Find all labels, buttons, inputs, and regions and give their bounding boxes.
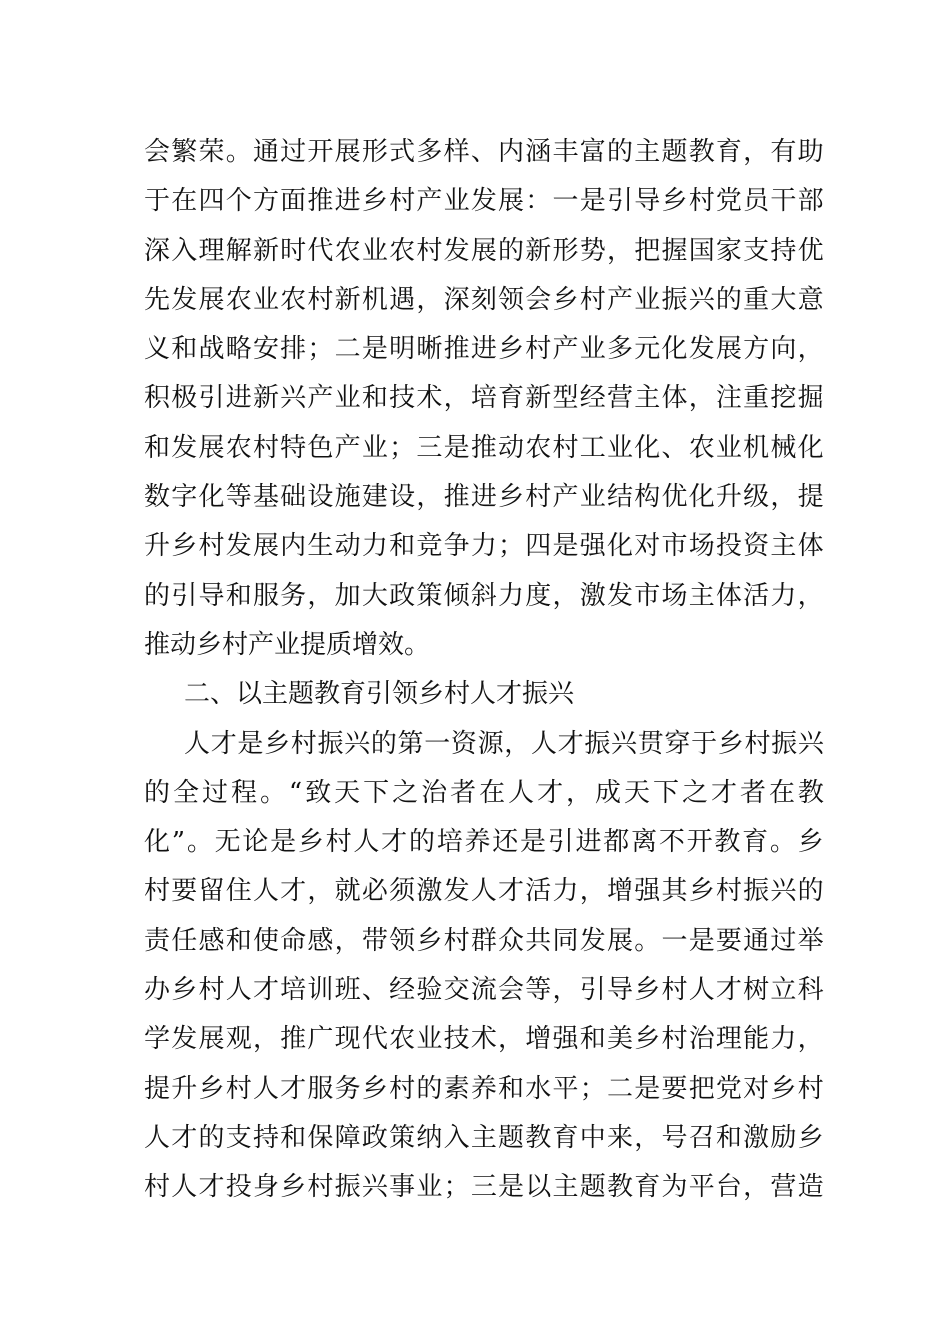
text-line: 村 要 留 住 人 才 ， 就 必 须 激 发 人 才 活 力 ， 增 强 其 乡 村 振 兴 的 <box>144 876 824 907</box>
text-line: 于 在 四 个 方 面 推 进 乡 村 产 业 发 展 ： 一 是 引 导 乡 村 党 员 干 部 <box>144 186 824 217</box>
text-line: 的 引 导 和 服 务 ， 加 大 政 策 倾 斜 力 度 ， 激 发 市 场 主 体 活 力 ， <box>144 580 824 611</box>
text-line: 数 字 化 等 基 础 设 施 建 设 ， 推 进 乡 村 产 业 结 构 优 化 升 级 ， 提 <box>144 482 824 513</box>
text-line: 深 入 理 解 新 时 代 农 业 农 村 发 展 的 新 形 势 ， 把 握 国 家 支 持 优 <box>144 235 824 266</box>
text-line: 先 发 展 农 业 农 村 新 机 遇 ， 深 刻 领 会 乡 村 产 业 振 兴 的 重 大 意 <box>144 284 824 315</box>
text-line: 的 全 过 程 。 “ 致 天 下 之 治 者 在 人 才 ， 成 天 下 之 才 者 在 教 <box>144 777 824 808</box>
text-line: 义 和 战 略 安 排 ； 二 是 明 晰 推 进 乡 村 产 业 多 元 化 发 展 方 向 ， <box>144 334 824 365</box>
text-line: 责 任 感 和 使 命 感 ， 带 领 乡 村 群 众 共 同 发 展 。 一 是 要 通 过 举 <box>144 925 824 956</box>
text-line: 会 繁 荣 。 通 过 开 展 形 式 多 样 、 内 涵 丰 富 的 主 题 教 育 ， 有 助 <box>144 137 824 167</box>
body-text <box>144 128 824 1213</box>
text-line: 推动乡村产业提质增效。 <box>144 629 431 660</box>
text-line: 办 乡 村 人 才 培 训 班 、 经 验 交 流 会 等 ， 引 导 乡 村 人 才 树 立 科 <box>144 975 824 1006</box>
text-line: 和 发 展 农 村 特 色 产 业 ； 三 是 推 动 农 村 工 业 化 、 农 业 机 械 化 <box>144 432 824 463</box>
text-line: 村 人 才 投 身 乡 村 振 兴 事 业 ； 三 是 以 主 题 教 育 为 平 台 ， 营 造 <box>144 1172 824 1203</box>
text-line: 积 极 引 进 新 兴 产 业 和 技 术 ， 培 育 新 型 经 营 主 体 ， 注 重 挖 掘 <box>144 383 824 414</box>
section-heading: 二、以主题教育引领乡村人才振兴 <box>184 679 575 710</box>
text-line: 学 发 展 观 ， 推 广 现 代 农 业 技 术 ， 增 强 和 美 乡 村 治 理 能 力 ， <box>144 1024 824 1055</box>
text-line: 提 升 乡 村 人 才 服 务 乡 村 的 素 养 和 水 平 ； 二 是 要 把 党 对 乡 村 <box>144 1073 824 1104</box>
text-line: 人 才 的 支 持 和 保 障 政 策 纳 入 主 题 教 育 中 来 ， 号 召 和 激 励 乡 <box>144 1122 824 1153</box>
text-line: 升 乡 村 发 展 内 生 动 力 和 竞 争 力 ； 四 是 强 化 对 市 场 投 资 主 体 <box>144 531 824 562</box>
text-line: 化 ” 。 无 论 是 乡 村 人 才 的 培 养 还 是 引 进 都 离 不 开 教 育 。 乡 <box>144 827 824 858</box>
text-line: 人 才 是 乡 村 振 兴 的 第 一 资 源 ， 人 才 振 兴 贯 穿 于 乡 村 振 兴 <box>184 728 824 759</box>
